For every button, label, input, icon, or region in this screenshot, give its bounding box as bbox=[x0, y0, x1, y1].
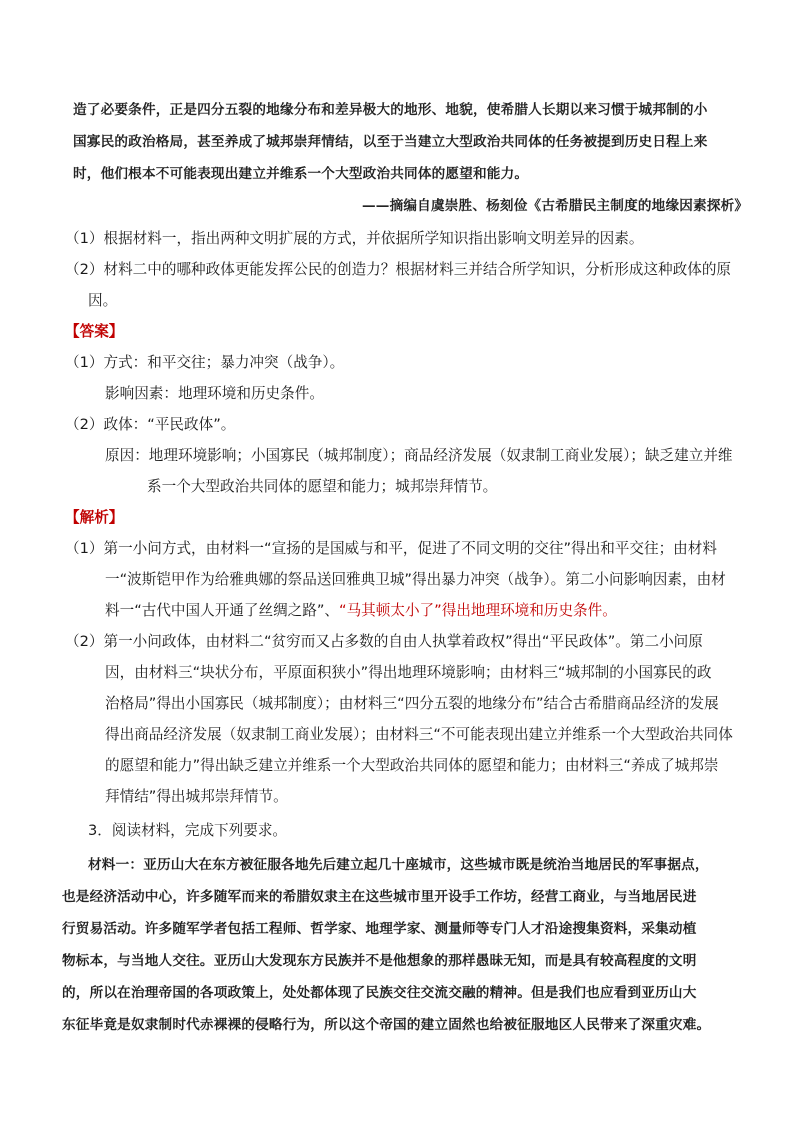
question-3-material-line: 也是经济活动中心，许多随军而来的希腊奴隶主在这些城市里开设手工作坊，经营工商业，与当地居民进 bbox=[62, 889, 697, 905]
answer-2-line: 原因：地理环境影响；小国寡民（城邦制度）；商品经济发展（奴隶制工商业发展）；缺乏建立并维 bbox=[105, 447, 733, 464]
analysis-1-line bbox=[105, 599, 617, 620]
question-2-line: 因。 bbox=[88, 292, 118, 309]
material-text-line: 时，他们根本不可能表现出建立并维系一个大型政治共同体的愿望和能力。 bbox=[73, 166, 529, 182]
question-3-material-line: 东征毕竟是奴隶制时代赤裸裸的侵略行为，所以这个帝国的建立固然也给被征服地区人民带来了深重灾难。 bbox=[62, 1017, 711, 1033]
analysis-1-highlight: “马其顿太小了”得出地理环境和历史条件。 bbox=[339, 602, 617, 619]
question-3-material-line: 行贸易活动。许多随军学者包括工程师、哲学家、地理学家、测量师等专门人才沿途搜集资料，采集动植 bbox=[62, 921, 697, 937]
answer-1-line: （1）方式：和平交往；暴力冲突（战争）。 bbox=[65, 354, 345, 371]
analysis-2-line: 拜情结”得出城邦崇拜情节。 bbox=[105, 788, 288, 805]
analysis-1-line: （1）第一小问方式，由材料一“宣扬的是国威与和平，促进了不同文明的交往”得出和平交往；由材料 bbox=[65, 540, 717, 557]
analysis-heading: 【解析】 bbox=[65, 509, 124, 526]
question-2-line: （2）材料二中的哪种政体更能发挥公民的创造力？根据材料三并结合所学知识，分析形成这种政体的原 bbox=[65, 261, 732, 278]
analysis-2-line: 得出商品经济发展（奴隶制工商业发展）；由材料三“不可能表现出建立并维系一个大型政治共同体 bbox=[105, 726, 733, 743]
answer-1-line: 影响因素：地理环境和历史条件。 bbox=[105, 385, 324, 402]
analysis-1-text: 料一“古代中国人开通了丝绸之路”、 bbox=[105, 602, 340, 619]
material-1-label: 材料一： bbox=[88, 857, 144, 873]
answer-heading: 【答案】 bbox=[65, 323, 124, 340]
question-1: （1）根据材料一，指出两种文明扩展的方式，并依据所学知识指出影响文明差异的因素。 bbox=[65, 230, 644, 247]
question-3-title: 3．阅读材料，完成下列要求。 bbox=[88, 822, 288, 839]
material-text-line: 造了必要条件，正是四分五裂的地缘分布和差异极大的地形、地貌，使希腊人长期以来习惯于城邦制的小 bbox=[73, 102, 708, 118]
question-3-material-line bbox=[88, 853, 709, 873]
answer-2-line: （2）政体：“平民政体”。 bbox=[65, 416, 236, 433]
analysis-2-line: 治格局”得出小国寡民（城邦制度）；由材料三“四分五裂的地缘分布”结合古希腊商品经济的发展 bbox=[105, 695, 719, 712]
material-text-line: 国寡民的政治格局，甚至养成了城邦崇拜情结，以至于当建立大型政治共同体的任务被提到历史日程上来 bbox=[73, 134, 708, 150]
analysis-2-line: 因，由材料三“块状分布，平原面积狭小”得出地理环境影响；由材料三“城邦制的小国寡民的政 bbox=[105, 664, 712, 681]
question-3-material-line: 物标本，与当地人交往。亚历山大发现东方民族并不是他想象的那样愚昧无知，而是具有较高程度的文明 bbox=[62, 953, 697, 969]
answer-2-line: 系一个大型政治共同体的愿望和能力；城邦崇拜情节。 bbox=[147, 478, 498, 495]
material-1-text: 亚历山大在东方被征服各地先后建立起几十座城市，这些城市既是统治当地居民的军事据点， bbox=[143, 857, 709, 873]
analysis-1-line: 一“波斯铠甲作为给雅典娜的祭品送回雅典卫城”得出暴力冲突（战争）。第二小问影响因素，由材 bbox=[105, 571, 726, 588]
question-3-material-line: 的，所以在治理帝国的各项政策上，处处都体现了民族交往交流交融的精神。但是我们也应看到亚历山大 bbox=[62, 985, 697, 1001]
material-source: ——摘编自虞崇胜、杨刻俭《古希腊民主制度的地缘因素探析》 bbox=[362, 198, 749, 214]
analysis-2-line: （2）第一小问政体，由材料二“贫穷而又占多数的自由人执掌着政权”得出“平民政体”。第二小问原 bbox=[65, 633, 703, 650]
analysis-2-line: 的愿望和能力”得出缺乏建立并维系一个大型政治共同体的愿望和能力；由材料三“养成了城邦崇 bbox=[105, 757, 719, 774]
